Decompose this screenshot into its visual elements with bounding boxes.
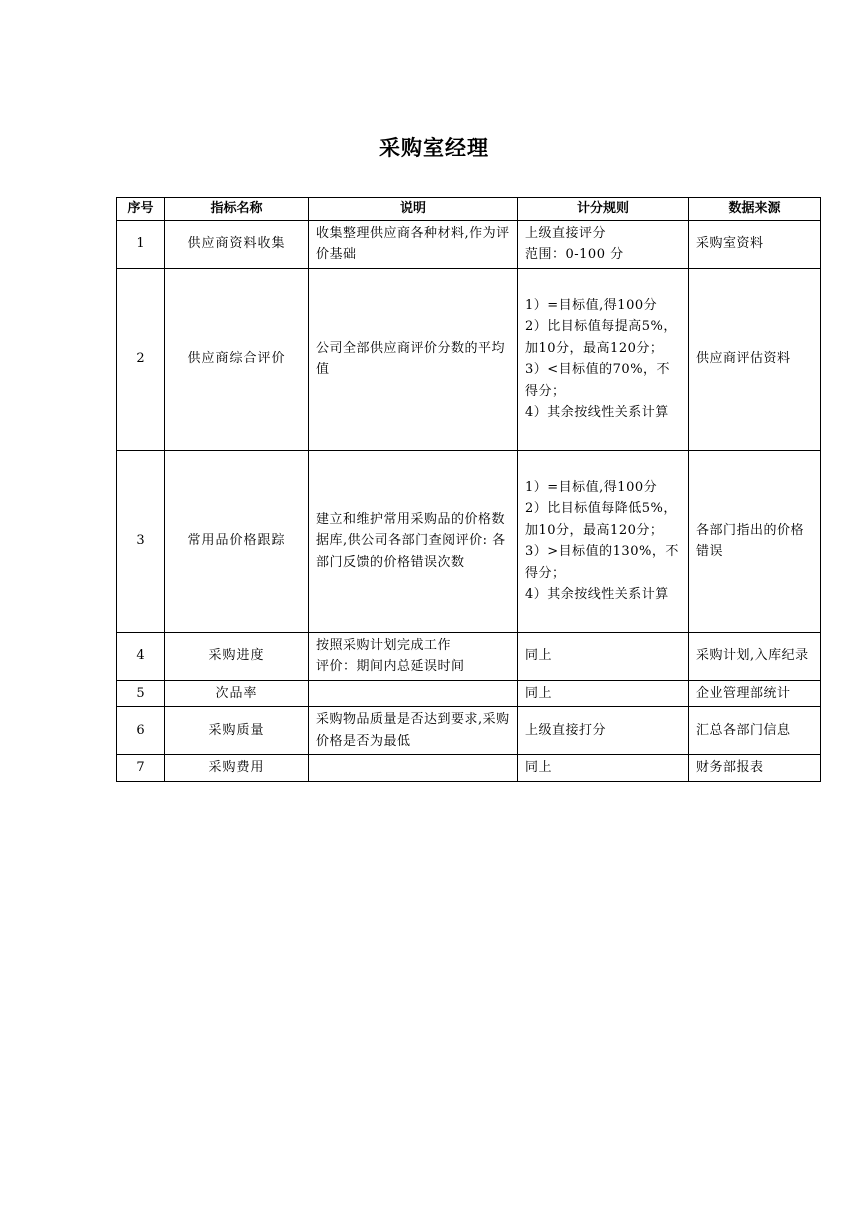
header-source: 数据来源	[689, 198, 821, 221]
table-row	[117, 268, 821, 450]
cell-desc	[309, 632, 518, 680]
cell-source: 汇总各部门信息	[689, 707, 821, 755]
header-desc: 说明	[309, 198, 518, 221]
cell-name: 采购进度	[165, 632, 309, 680]
cell-no: 3	[117, 450, 165, 632]
cell-no: 6	[117, 707, 165, 755]
cell-name: 常用品价格跟踪	[165, 450, 309, 632]
cell-desc: 采购物品质量是否达到要求,采购价格是否为最低	[309, 707, 518, 755]
rule-line: 2）比目标值每提高5%，加10分，最高120分；	[525, 319, 677, 356]
cell-name: 采购质量	[165, 707, 309, 755]
cell-rule	[518, 707, 689, 755]
cell-no: 2	[117, 268, 165, 450]
cell-source: 各部门指出的价格错误	[689, 450, 821, 632]
rule-line: 1）=目标值,得100分	[525, 297, 658, 313]
rule-line: 2）比目标值每降低5%，加10分，最高120分；	[525, 501, 677, 538]
cell-name: 采购费用	[165, 755, 309, 782]
cell-desc	[309, 755, 518, 782]
cell-rule	[518, 755, 689, 782]
rule-line: 同上	[525, 760, 553, 775]
rule-line: 范围：0-100 分	[525, 247, 624, 262]
cell-rule	[518, 220, 689, 268]
table-row	[117, 755, 821, 782]
table-row	[117, 220, 821, 268]
rule-line: 4）其余按线性关系计算	[525, 405, 669, 420]
table-row	[117, 632, 821, 680]
page-title: 采购室经理	[379, 136, 489, 160]
desc-line: 按照采购计划完成工作	[316, 637, 452, 653]
rule-line: 同上	[525, 648, 553, 664]
table-header-row	[117, 198, 821, 221]
cell-desc: 收集整理供应商各种材料,作为评价基础	[309, 220, 518, 268]
cell-desc	[309, 680, 518, 707]
cell-source: 企业管理部统计	[689, 680, 821, 707]
rule-line: 4）其余按线性关系计算	[525, 587, 669, 602]
table-row	[117, 680, 821, 707]
kpi-table	[116, 197, 821, 782]
cell-source: 采购计划,入库纪录	[689, 632, 821, 680]
cell-no: 5	[117, 680, 165, 707]
rule-line: 3）<目标值的70%，不得分；	[525, 362, 671, 399]
cell-no: 1	[117, 220, 165, 268]
cell-source: 供应商评估资料	[689, 268, 821, 450]
cell-rule	[518, 680, 689, 707]
rule-line: 上级直接评分	[525, 225, 607, 241]
table-row	[117, 450, 821, 632]
cell-no: 7	[117, 755, 165, 782]
desc-line: 评价：期间内总延误时间	[316, 659, 465, 674]
cell-name: 供应商资料收集	[165, 220, 309, 268]
cell-source: 采购室资料	[689, 220, 821, 268]
table-row	[117, 707, 821, 755]
rule-line: 上级直接打分	[525, 722, 607, 738]
header-name: 指标名称	[165, 198, 309, 221]
cell-name: 次品率	[165, 680, 309, 707]
rule-line: 同上	[525, 685, 553, 701]
cell-name: 供应商综合评价	[165, 268, 309, 450]
header-no: 序号	[117, 198, 165, 221]
cell-source: 财务部报表	[689, 755, 821, 782]
cell-rule	[518, 632, 689, 680]
cell-rule	[518, 450, 689, 632]
cell-rule	[518, 268, 689, 450]
cell-desc: 公司全部供应商评价分数的平均值	[309, 268, 518, 450]
header-rule: 计分规则	[518, 198, 689, 221]
cell-desc: 建立和维护常用采购品的价格数据库,供公司各部门查阅评价: 各部门反馈的价格错误次数	[309, 450, 518, 632]
rule-line: 3）>目标值的130%，不得分；	[525, 544, 679, 581]
cell-no: 4	[117, 632, 165, 680]
rule-line: 1）=目标值,得100分	[525, 479, 658, 495]
